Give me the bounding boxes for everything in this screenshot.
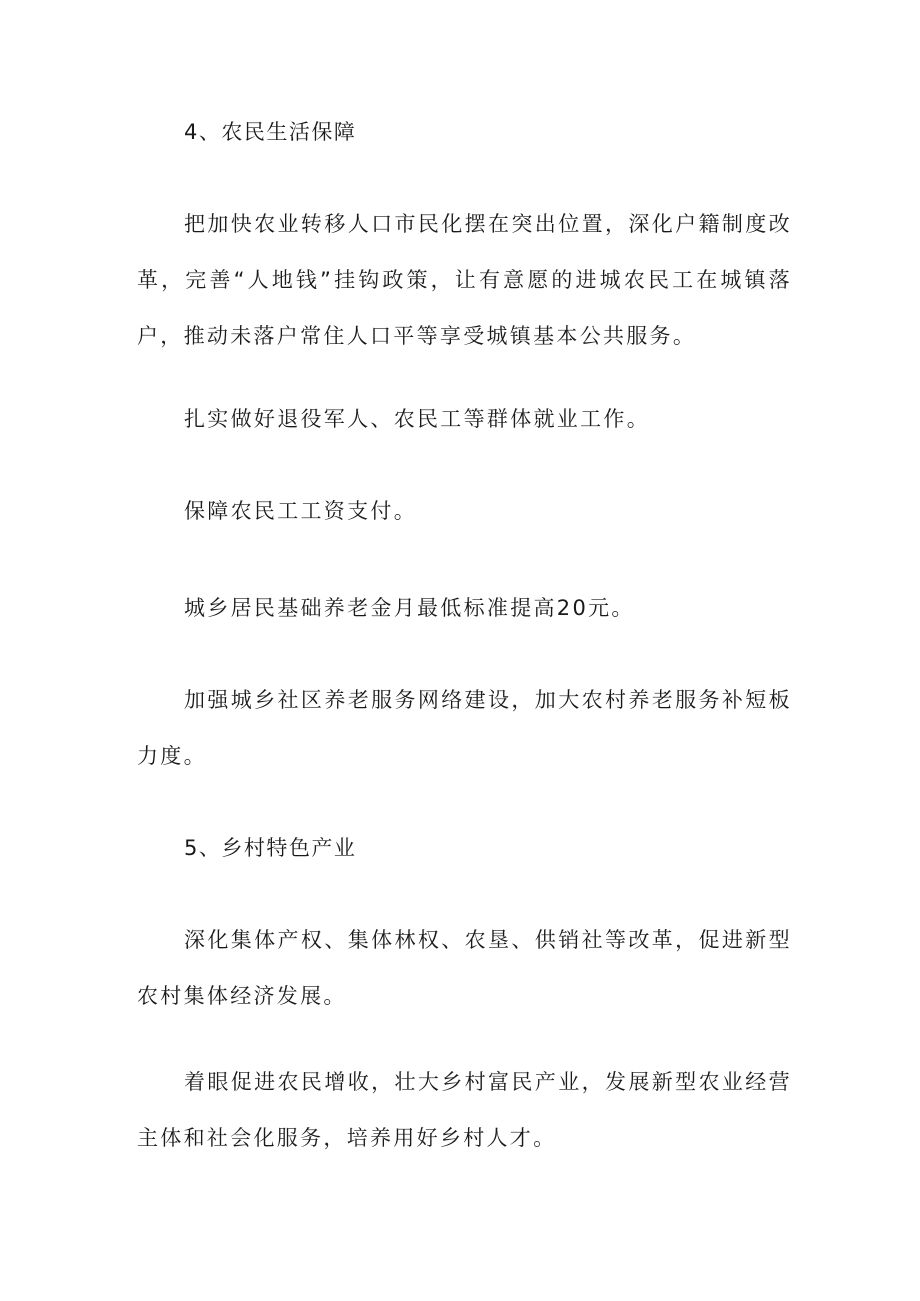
paragraph-population-urbanization: 把加快农业转移人口市民化摆在突出位置，深化户籍制度改革，完善“人地钱”挂钩政策，让有意愿的进城农民工在城镇落户，推动未落户常住人口平等享受城镇基本公共服务。 (137, 212, 792, 348)
paragraph-employment: 扎实做好退役军人、农民工等群体就业工作。 (184, 407, 650, 431)
section-heading-4: 4、农民生活保障 (184, 120, 357, 144)
section-heading-5: 5、乡村特色产业 (184, 836, 357, 860)
paragraph-pension-standard: 城乡居民基础养老金月最低标准提高20元。 (184, 596, 635, 620)
paragraph-elderly-care: 加强城乡社区养老服务网络建设，加大农村养老服务补短板力度。 (137, 688, 792, 768)
paragraph-farmer-income: 着眼促进农民增收，壮大乡村富民产业，发展新型农业经营主体和社会化服务，培养用好乡村人才。 (137, 1070, 792, 1150)
paragraph-collective-reform: 深化集体产权、集体林权、农垦、供销社等改革，促进新型农村集体经济发展。 (137, 928, 792, 1008)
paragraph-wage-payment: 保障农民工工资支付。 (184, 499, 417, 523)
